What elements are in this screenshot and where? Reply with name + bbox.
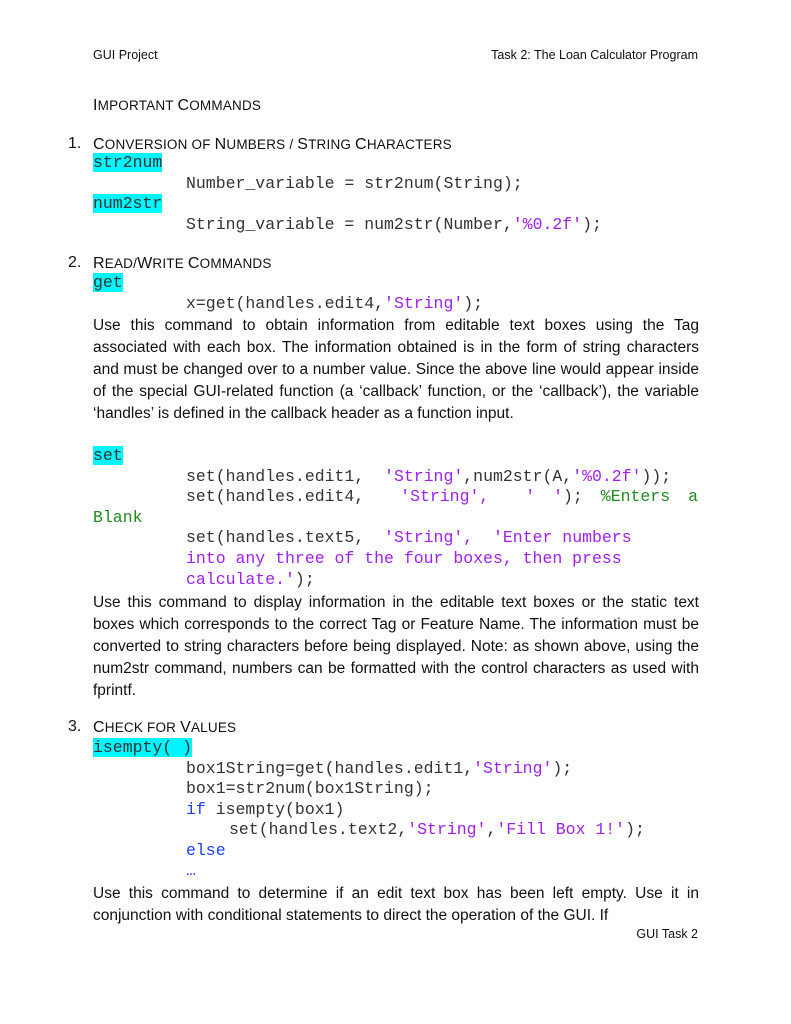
- set-code-line-3-wrap-2: calculate.');: [186, 570, 315, 589]
- get-code-line: x=get(handles.edit4,'String');: [186, 294, 484, 313]
- section-1-title: CONVERSION OF NUMBERS / STRING CHARACTERS: [93, 136, 452, 153]
- section-3-title: CHECK FOR VALUES: [93, 719, 237, 736]
- num2str-keyword: num2str: [93, 194, 163, 213]
- set-code-line-3-wrap-1: into any three of the four boxes, then press: [186, 549, 622, 568]
- section-2-number: 2.: [68, 254, 82, 271]
- header-left: GUI Project: [93, 48, 158, 62]
- isempty-code-line-6: …: [186, 861, 196, 880]
- section-2-title: READ/WRITE COMMANDS: [93, 255, 272, 272]
- page-title: IMPORTANT COMMANDS: [93, 97, 262, 114]
- get-description: Use this command to obtain information from editable text boxes using the Tag associated with each box. The information obtained is in the form of string characters and must be changed over to a number value. Since the above line would appear inside of the special GUI-related function (a ‘callback’ function, or the ‘callback’), the variable ‘handles’ is defined in the callback header as a function input.: [93, 317, 699, 422]
- isempty-code-line-4: set(handles.text2,'String','Fill Box 1!');: [229, 820, 645, 839]
- get-keyword: get: [93, 273, 123, 292]
- isempty-code-line-1: box1String=get(handles.edit1,'String');: [186, 759, 573, 778]
- str2num-keyword: str2num: [93, 153, 163, 172]
- section-1-number: 1.: [68, 135, 82, 152]
- isempty-code-line-5: else: [186, 841, 226, 860]
- str2num-code-line: Number_variable = str2num(String);: [186, 174, 523, 193]
- section-3-number: 3.: [68, 718, 82, 735]
- footer-right: GUI Task 2: [636, 927, 698, 941]
- isempty-description: Use this command to determine if an edit text box has been left empty. Use it in conjunction with conditional statements to direct the operation of the GUI. If: [93, 885, 699, 924]
- header-right: Task 2: The Loan Calculator Program: [491, 48, 698, 62]
- isempty-code-line-2: box1=str2num(box1String);: [186, 779, 434, 798]
- set-code-line-2: set(handles.edit4, 'String', ' '); %Enters a: [186, 487, 698, 506]
- set-code-line-1: set(handles.edit1, 'String',num2str(A,'%0.2f'));: [186, 467, 672, 486]
- set-code-line-2-wrap: Blank: [93, 508, 143, 527]
- set-code-line-3: set(handles.text5, 'String', 'Enter numbers: [186, 528, 632, 547]
- set-keyword: set: [93, 446, 123, 465]
- num2str-code-line: String_variable = num2str(Number,'%0.2f');: [186, 215, 602, 234]
- isempty-code-line-3: if isempty(box1): [186, 800, 345, 819]
- isempty-keyword: isempty( ): [93, 738, 193, 757]
- set-description: Use this command to display information in the editable text boxes or the static text boxes which corresponds to the correct Tag or Feature Name. The information must be converted to string characters before being displayed. Note: as shown above, using the num2str command, numbers can be formatted with the control characters as used with fprintf.: [93, 594, 699, 699]
